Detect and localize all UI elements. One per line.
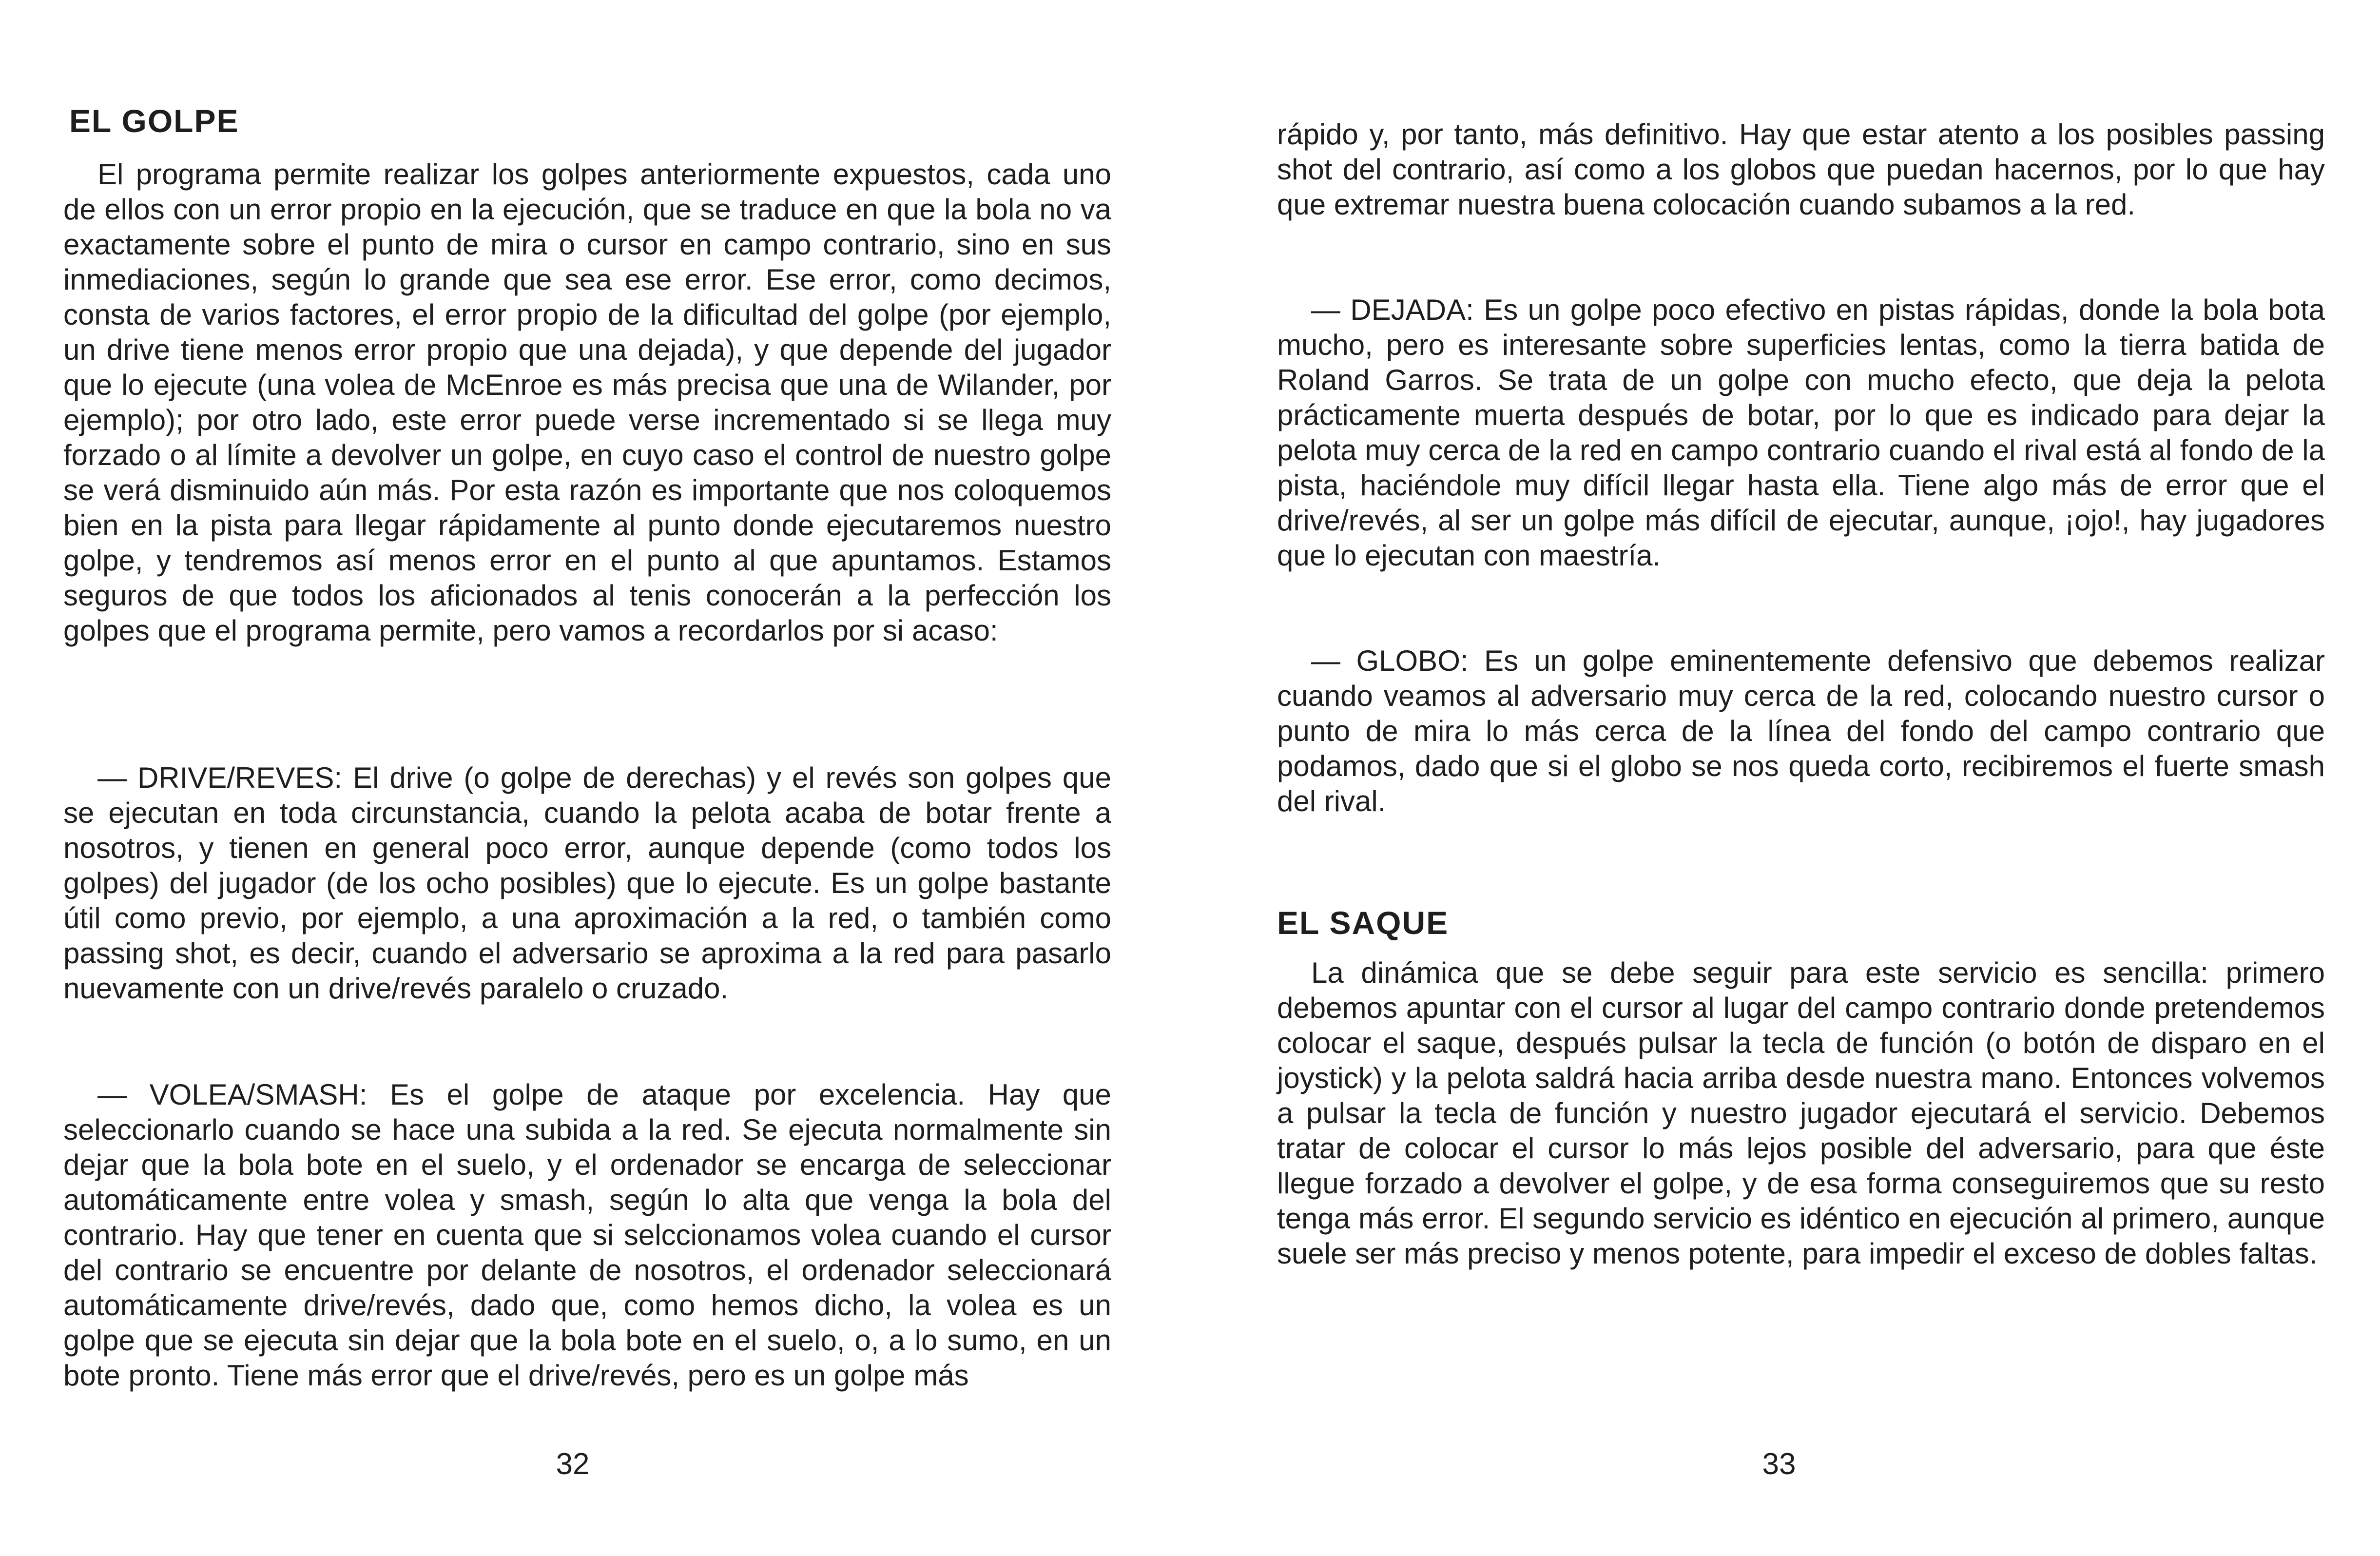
- intro-paragraph: El programa permite realizar los golpes anteriormente expuestos, cada uno de ellos con un error propio en la ejecución, que se traduce en que la bola no va exactamente sobre el punto de mira o cursor en campo contrario, sino en sus inmediaciones, según lo grande que sea ese error. Ese error, como decimos, consta de varios factores, el error propio de la dificultad del golpe (por ejemplo, un drive tiene menos error propio que una dejada), y que depende del jugador que lo ejecute (una volea de McEnroe es más precisa que una de Wilander, por ejemplo); por otro lado, este error puede verse incrementado si se llega muy forzado o al límite a devolver un golpe, en cuyo caso el control de nuestro golpe se verá disminuido aún más. Por esta razón es importante que nos coloquemos bien en la pista para llegar rápidamente al punto donde ejecutaremos nuestro golpe, y tendremos así menos error en el punto al que apuntamos. Estamos seguros de que todos los aficionados al tenis conocerán a la perfección los golpes que el programa permite, pero vamos a recordarlos por si acaso:: [63, 158, 1111, 647]
- drive-reves-term: — DRIVE/REVES:: [97, 761, 343, 794]
- section-heading-el-golpe: EL GOLPE: [69, 103, 239, 139]
- volea-smash-paragraph: [63, 1077, 1111, 1393]
- page-number-left: 32: [556, 1447, 590, 1481]
- saque-paragraph: La dinámica que se debe seguir para este servicio es sencilla: primero debemos apuntar con el cursor al lugar del campo contrario donde pretendemos colocar el saque, después pulsar la tecla de función (o botón de disparo en el joystick) y la pelota saldrá hacia arriba desde nuestra mano. Entonces volvemos a pulsar la tecla de función y nuestro jugador ejecutará el servicio. Debemos tratar de colocar el cursor lo más lejos posible del adversario, para que éste llegue forzado a devolver el golpe, y de esa forma conseguiremos que su resto tenga más error. El segundo servicio es idéntico en ejecución al primero, aunque suele ser más preciso y menos potente, para impedir el exceso de dobles faltas.: [1277, 956, 2325, 1270]
- right-page: [1277, 0, 2325, 1556]
- dejada-term: — DEJADA:: [1311, 293, 1474, 326]
- left-page: [63, 0, 1111, 1556]
- drive-reves-text: El drive (o golpe de derechas) y el revés son golpes que se ejecutan en toda circunstancia, cuando la pelota acaba de botar frente a nosotros, y tienen en general poco error, aunque depende (como todos los golpes) del jugador (de los ocho posibles) que lo ejecute. Es un golpe bastante útil como previo, por ejemplo, a una aproximación a la red, o también como passing shot, es decir, cuando el adversario se aproxima a la red para pasarlo nuevamente con un drive/revés paralelo o cruzado.: [63, 761, 1111, 1005]
- page-number-right: 33: [1762, 1447, 1796, 1481]
- dejada-paragraph: [1277, 292, 2325, 573]
- dejada-text: Es un golpe poco efectivo en pistas rápidas, donde la bola bota mucho, pero es interesante sobre superficies lentas, como la tierra batida de Roland Garros. Se trata de un golpe con mucho efecto, que deja la pelota prácticamente muerta después de botar, por lo que es indicado para dejar la pelota muy cerca de la red en campo contrario cuando el rival está al fondo de la pista, haciéndole muy difícil llegar hasta ella. Tiene algo más de error que el drive/revés, al ser un golpe más difícil de ejecutar, aunque, ¡ojo!, hay jugadores que lo ejecutan con maestría.: [1277, 293, 2325, 572]
- drive-reves-paragraph: [63, 760, 1111, 1006]
- continuation-paragraph: rápido y, por tanto, más definitivo. Hay que estar atento a los posibles passing shot del contrario, así como a los globos que puedan hacernos, por lo que hay que extremar nuestra buena colocación cuando subamos a la red.: [1277, 118, 2325, 221]
- volea-smash-term: — VOLEA/SMASH:: [97, 1078, 368, 1111]
- section-heading-el-saque: EL SAQUE: [1277, 905, 1449, 941]
- volea-smash-text: Es el golpe de ataque por excelencia. Hay que seleccionarlo cuando se hace una subida a la red. Se ejecuta normalmente sin dejar que la bola bote en el suelo, y el ordenador se encarga de seleccionar automáticamente entre volea y smash, según lo alta que venga la bola del contrario. Hay que tener en cuenta que si selccionamos volea cuando el cursor del contrario se encuentre por delante de nosotros, el ordenador seleccionará automáticamente drive/revés, dado que, como hemos dicho, la volea es un golpe que se ejecuta sin dejar que la bola bote en el suelo, o, a lo sumo, en un bote pronto. Tiene más error que el drive/revés, pero es un golpe más: [63, 1078, 1112, 1392]
- globo-term: — GLOBO:: [1311, 644, 1469, 677]
- globo-paragraph: [1277, 643, 2325, 819]
- globo-text: Es un golpe eminentemente defensivo que debemos realizar cuando veamos al adversario muy cerca de la red, colocando nuestro cursor o punto de mira lo más cerca de la línea del fondo del campo contrario que podamos, dado que si el globo se nos queda corto, recibiremos el fuerte smash del rival.: [1277, 644, 2325, 817]
